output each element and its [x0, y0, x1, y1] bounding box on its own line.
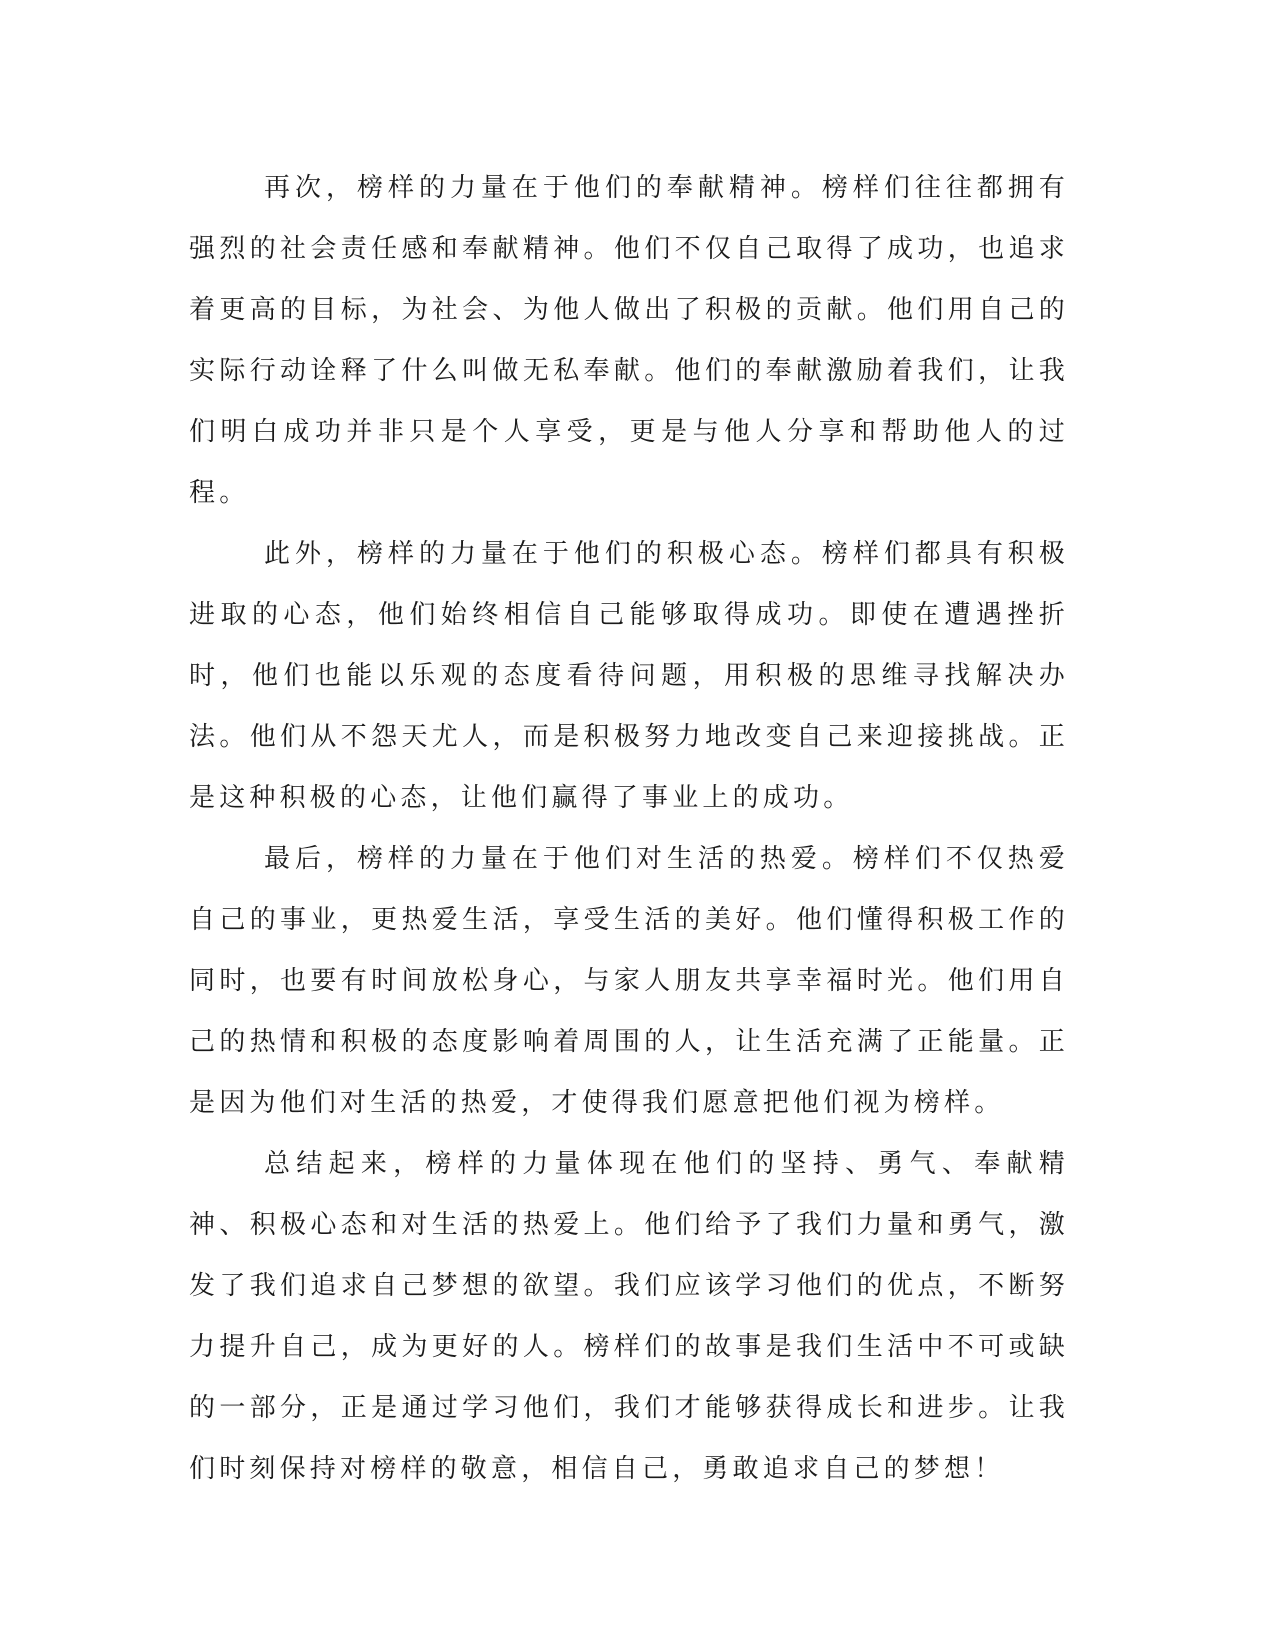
paragraph-conclusion: 总结起来，榜样的力量体现在他们的坚持、勇气、奉献精神、积极心态和对生活的热爱上。他们给予了我们力量和勇气，激发了我们追求自己梦想的欲望。我们应该学习他们的优点，不断努力提升自己，成为更好的人。榜样们的故事是我们生活中不可或缺的一部分，正是通过学习他们，我们才能够获得成长和进步。让我们时刻保持对榜样的敬意，相信自己，勇敢追求自己的梦想！ [189, 1149, 1069, 1484]
paragraph-love-of-life: 最后，榜样的力量在于他们对生活的热爱。榜样们不仅热爱自己的事业，更热爱生活，享受生活的美好。他们懂得积极工作的同时，也要有时间放松身心，与家人朋友共享幸福时光。他们用自己的热情和积极的态度影响着周围的人，让生活充满了正能量。正是因为他们对生活的热爱，才使得我们愿意把他们视为榜样。 [189, 844, 1069, 1118]
paragraph-dedication: 再次，榜样的力量在于他们的奉献精神。榜样们往往都拥有强烈的社会责任感和奉献精神。他们不仅自己取得了成功，也追求着更高的目标，为社会、为他人做出了积极的贡献。他们用自己的实际行动诠释了什么叫做无私奉献。他们的奉献激励着我们，让我们明白成功并非只是个人享受，更是与他人分享和帮助他人的过程。 [189, 173, 1069, 508]
paragraph-positive-attitude: 此外，榜样的力量在于他们的积极心态。榜样们都具有积极进取的心态，他们始终相信自己能够取得成功。即使在遭遇挫折时，他们也能以乐观的态度看待问题，用积极的思维寻找解决办法。他们从不怨天尤人，而是积极努力地改变自己来迎接挑战。正是这种积极的心态，让他们赢得了事业上的成功。 [189, 539, 1069, 813]
document-body [189, 158, 1069, 1500]
